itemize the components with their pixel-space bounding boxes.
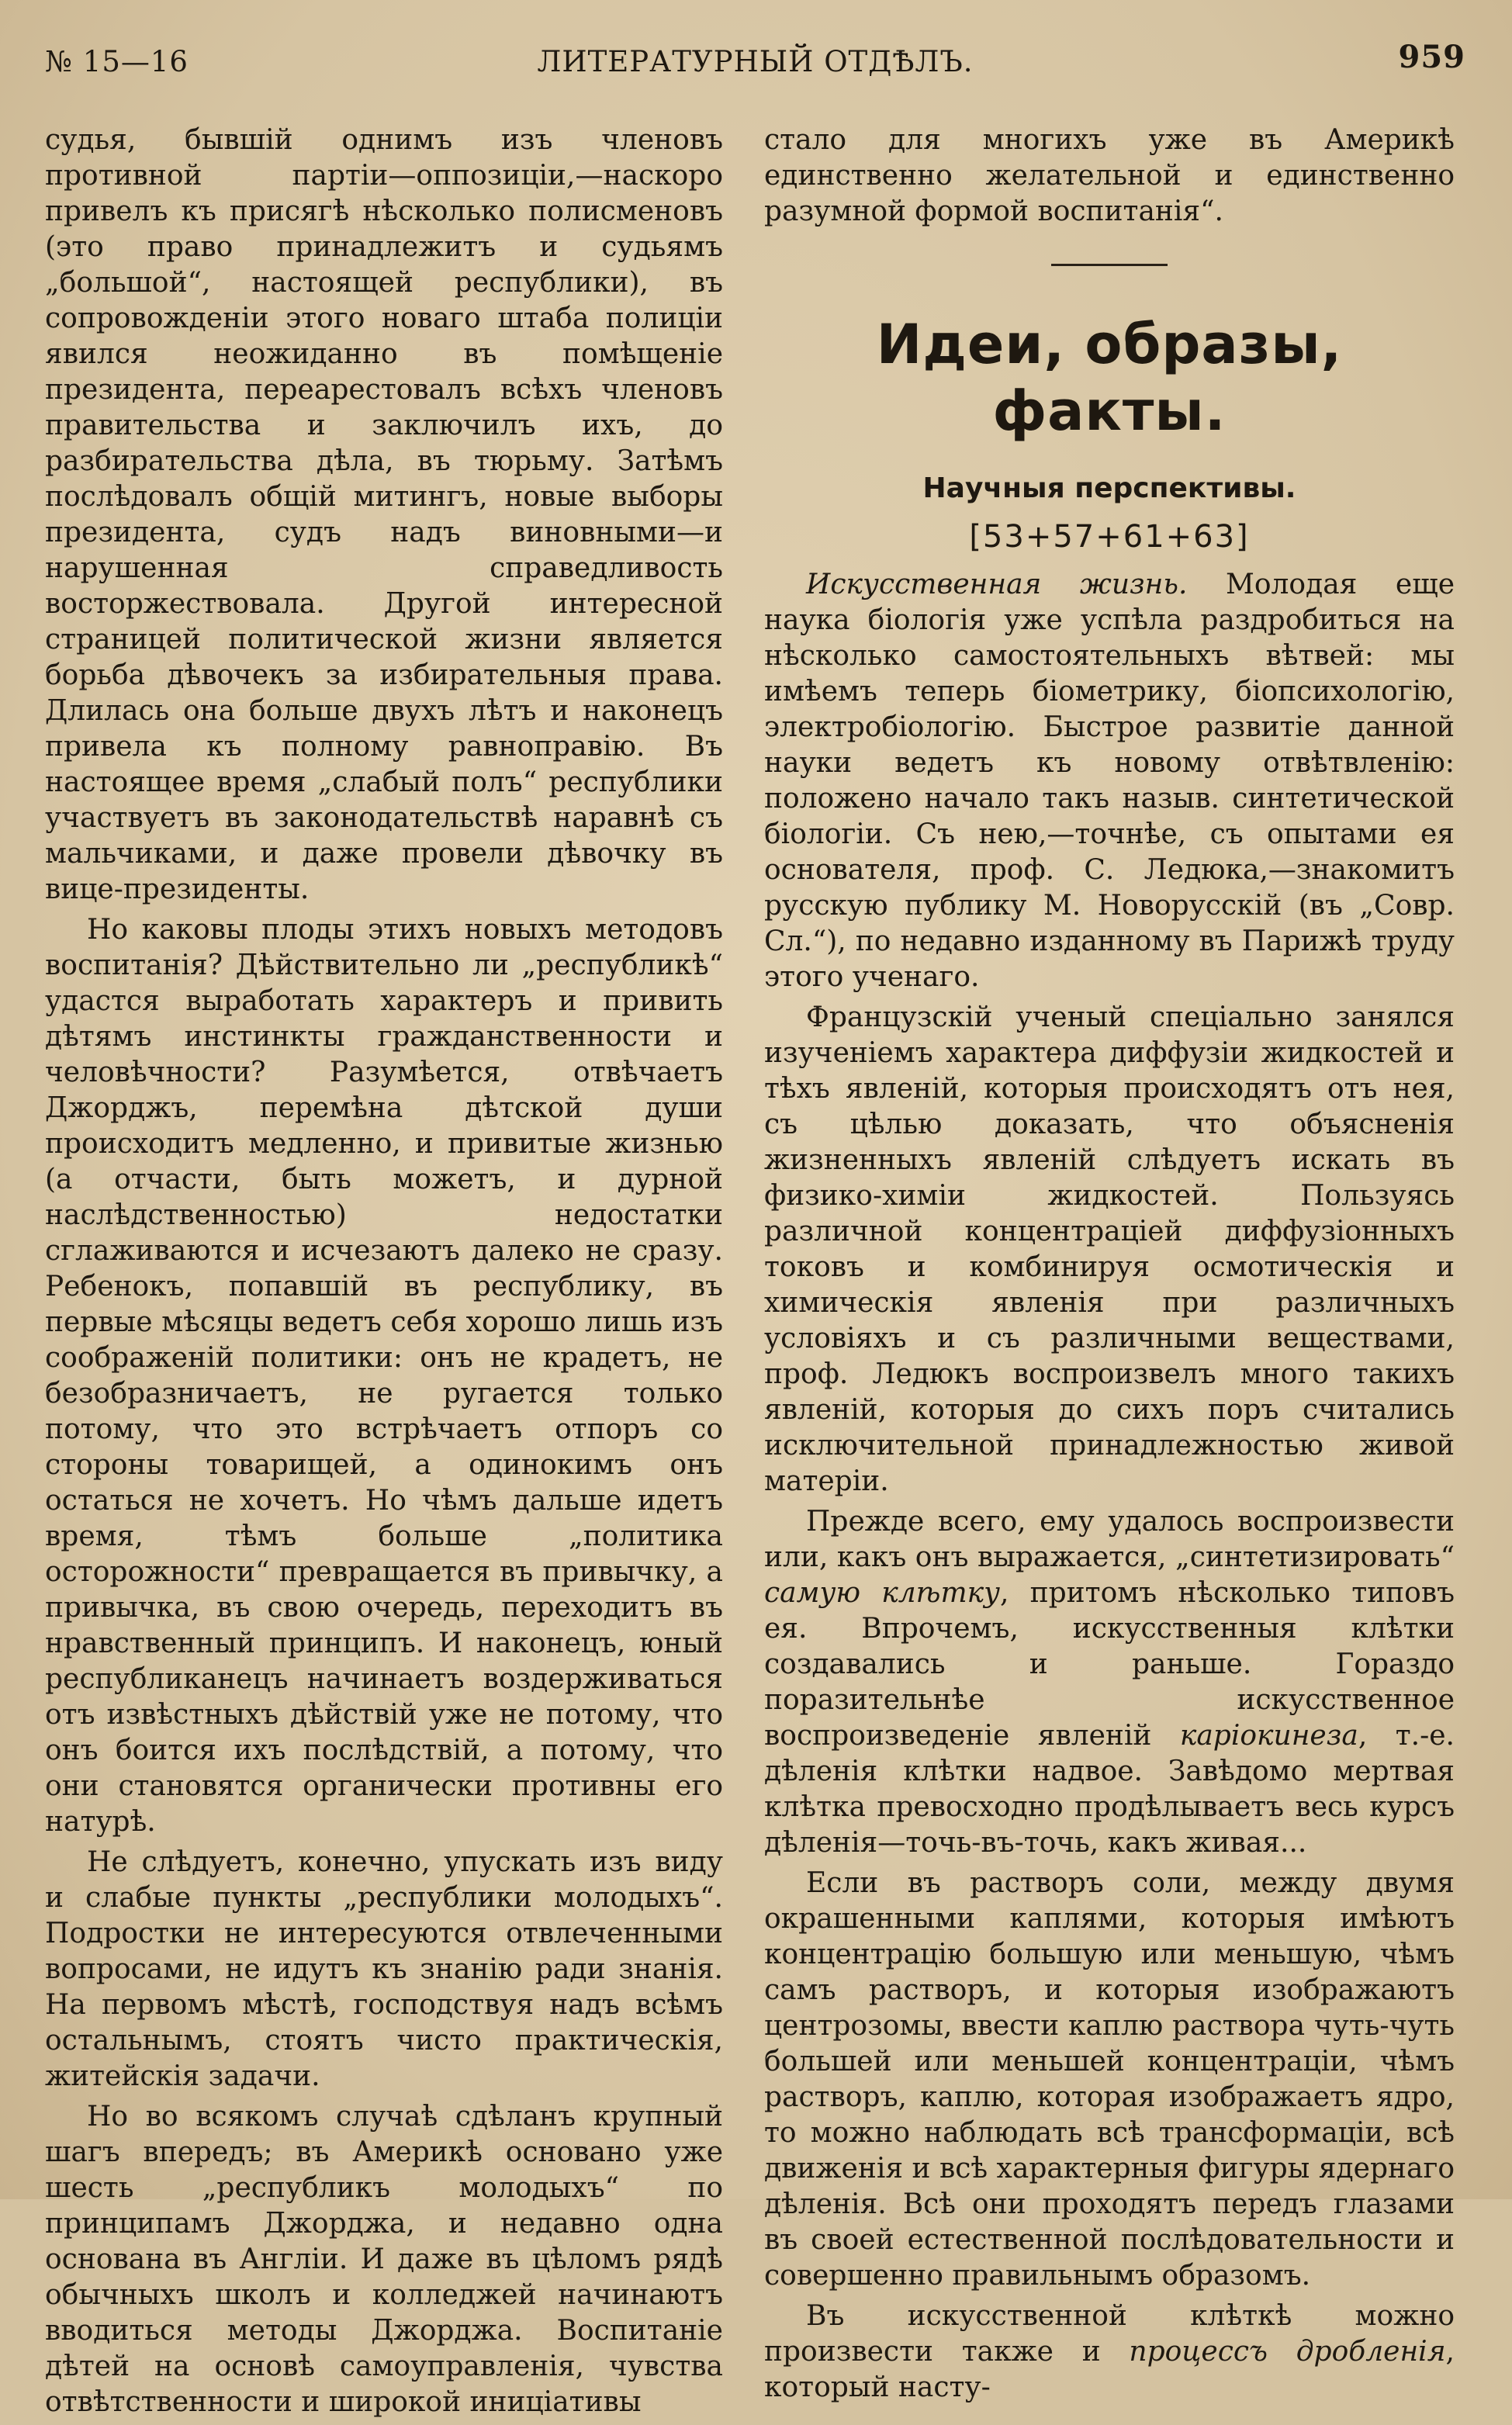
emphasis-text: процессъ дробленія: [1129, 2336, 1446, 2368]
paragraph-text: , который насту-: [764, 2336, 1455, 2403]
emphasis-text: каріокинеза: [1179, 1720, 1358, 1752]
issue-references: [53+57+61+63]: [969, 519, 1250, 555]
paragraph-text: Прежде всего, ему удалось воспроизвести или, какъ онъ выражается, „синтетизировать“: [764, 1506, 1455, 1573]
paragraph: [764, 1504, 1455, 1861]
page-number: 959: [1398, 39, 1465, 75]
paragraph: [764, 2299, 1455, 2406]
paragraph: Если въ растворъ соли, между двумя окрашенными каплями, которыя имѣютъ концентрацію большую или меньшую, чѣмъ самъ растворъ, и которыя изображаютъ центрозомы, ввести каплю раствора чуть-чуть большей или меньшей концентраціи, чѣмъ растворъ, каплю, которая изображаетъ ядро, то можно наблюдать всѣ трансформаціи, всѣ движенія и всѣ характерныя фигуры ядернаго дѣленія. Всѣ они проходятъ передъ глазами въ своей естественной послѣдовательности и совершенно правильнымъ образомъ.: [764, 1867, 1455, 2292]
left-column: [45, 123, 723, 2425]
running-header: [45, 39, 1465, 93]
emphasis-text: самую клѣтку: [764, 1577, 1000, 1609]
paragraph: судья, бывшій однимъ изъ членовъ противной партіи—оппозиціи,—наскоро привелъ къ присягѣ нѣсколько полисменовъ (это право принадлежитъ и судьямъ „большой“, настоящей республики), въ сопровожденіи этого новаго штаба полиціи явился неожиданно въ помѣщеніе президента, переарестовалъ всѣхъ членовъ правительства и заключилъ ихъ, до разбирательства дѣла, въ тюрьму. Затѣмъ послѣдовалъ общій митингъ, новые выборы президента, судъ надъ виновными—и нарушенная справедливость восторжествовала. Другой интересной страницей политической жизни является борьба дѣвочекъ за избирательныя права. Длилась она больше двухъ лѣтъ и наконецъ привела къ полному равноправію. Въ настоящее время „слабый полъ“ республики участвуетъ въ законодательствѣ наравнѣ съ мальчиками, и даже провели дѣвочку въ вице-президенты.: [45, 124, 723, 905]
issue-number: № 15—16: [45, 45, 189, 78]
section-divider: [1051, 264, 1168, 266]
paragraph-text: , т.-е. дѣленія клѣтки надвое. Завѣдомо мертвая клѣтка превосходно продѣлываетъ весь курсъ дѣленія—точь-въ-точь, какъ живая...: [764, 1720, 1455, 1859]
article-subtitle: Научныя перспективы.: [922, 472, 1296, 504]
right-column: [764, 123, 1455, 2410]
paragraph: Но во всякомъ случаѣ сдѣланъ крупный шагъ впередъ; въ Америкѣ основано уже шесть „республикъ молодыхъ“ по принципамъ Джорджа, и недавно одна основана въ Англіи. И даже въ цѣломъ рядѣ обычныхъ школъ и колледжей начинаютъ вводиться методы Джорджа. Воспитаніе дѣтей на основѣ самоуправленія, чувства отвѣтственности и широкой иниціативы: [45, 2101, 723, 2418]
paragraph: Французскій ученый спеціально занялся изученіемъ характера диффузіи жидкостей и тѣхъ явленій, которыя происходятъ отъ нея, съ цѣлью доказать, что объясненія жизненныхъ явленій слѣдуетъ искать въ физико-химіи жидкостей. Пользуясь различной концентраціей диффузіонныхъ токовъ и комбинируя осмотическія и химическія явленія при различныхъ условіяхъ и съ различными веществами, проф. Ледюкъ воспроизвелъ много такихъ явленій, которыя до сихъ поръ считались исключительной принадлежностью живой матеріи.: [764, 1001, 1455, 1497]
paragraph-text: Въ искусственной клѣткѣ можно произвести также и: [764, 2300, 1455, 2368]
lead-in-phrase: Искусственная жизнь.: [806, 569, 1188, 600]
paragraph-text: Молодая еще наука біологія уже успѣла раздробиться на нѣсколько самостоятельныхъ вѣтвей: мы имѣемъ теперь біометрику, біопсихологію, электробіологію. Быстрое развитіе данной науки ведетъ къ новому отвѣтвленію: положено начало такъ назыв. синтетической біологіи. Съ нею,—точнѣе, съ опытами ея основателя, проф. С. Ледюка,—знакомитъ русскую публику М. Новорусскій (въ „Совр. Сл.“), по недавно изданному въ Парижѣ труду этого ученаго.: [764, 569, 1455, 993]
section-title: Идеи, образы, факты.: [876, 313, 1343, 443]
paragraph: Не слѣдуетъ, конечно, упускать изъ виду и слабые пункты „республики молодыхъ“. Подростки не интересуются отвлеченными вопросами, не идутъ къ знанію ради знанія. На первомъ мѣстѣ, господствуя надъ всѣмъ остальнымъ, стоятъ чисто практическія, житейскія задачи.: [45, 1846, 723, 2092]
paragraph: [764, 567, 1455, 995]
paragraph-text: , притомъ нѣсколько типовъ ея. Впрочемъ, искусственныя клѣтки создавались и раньше. Гораздо поразительнѣе искусственное воспроизведеніе явленій: [764, 1577, 1455, 1752]
paragraph: Но каковы плоды этихъ новыхъ методовъ воспитанія? Дѣйствительно ли „республикѣ“ удастся выработать характеръ и привить дѣтямъ инстинкты гражданственности и человѣчности? Разумѣется, отвѣчаетъ Джорджъ, перемѣна дѣтской души происходитъ медленно, и привитые жизнью (а отчасти, быть можетъ, и дурной наслѣдственностью) недостатки сглаживаются и исчезаютъ далеко не сразу. Ребенокъ, попавшій въ республику, въ первые мѣсяцы ведетъ себя хорошо лишь изъ соображеній политики: онъ не крадетъ, не безобразничаетъ, не ругается только потому, что это встрѣчаетъ отпоръ со стороны товарищей, а одинокимъ онъ остаться не хочетъ. Но чѣмъ дальше идетъ время, тѣмъ больше „политика осторожности“ превращается въ привычку, а привычка, въ свою очередь, переходитъ въ нравственный принципъ. И наконецъ, юный республиканецъ начинаетъ воздерживаться отъ извѣстныхъ дѣйствій уже не потому, что онъ боится ихъ послѣдствій, а потому, что они становятся органически противны его натурѣ.: [45, 914, 723, 1838]
section-name: ЛИТЕРАТУРНЫЙ ОТДѢЛЪ.: [537, 45, 974, 78]
paragraph: стало для многихъ уже въ Америкѣ единственно желательной и единственно разумной формой воспитанія“.: [764, 124, 1455, 227]
